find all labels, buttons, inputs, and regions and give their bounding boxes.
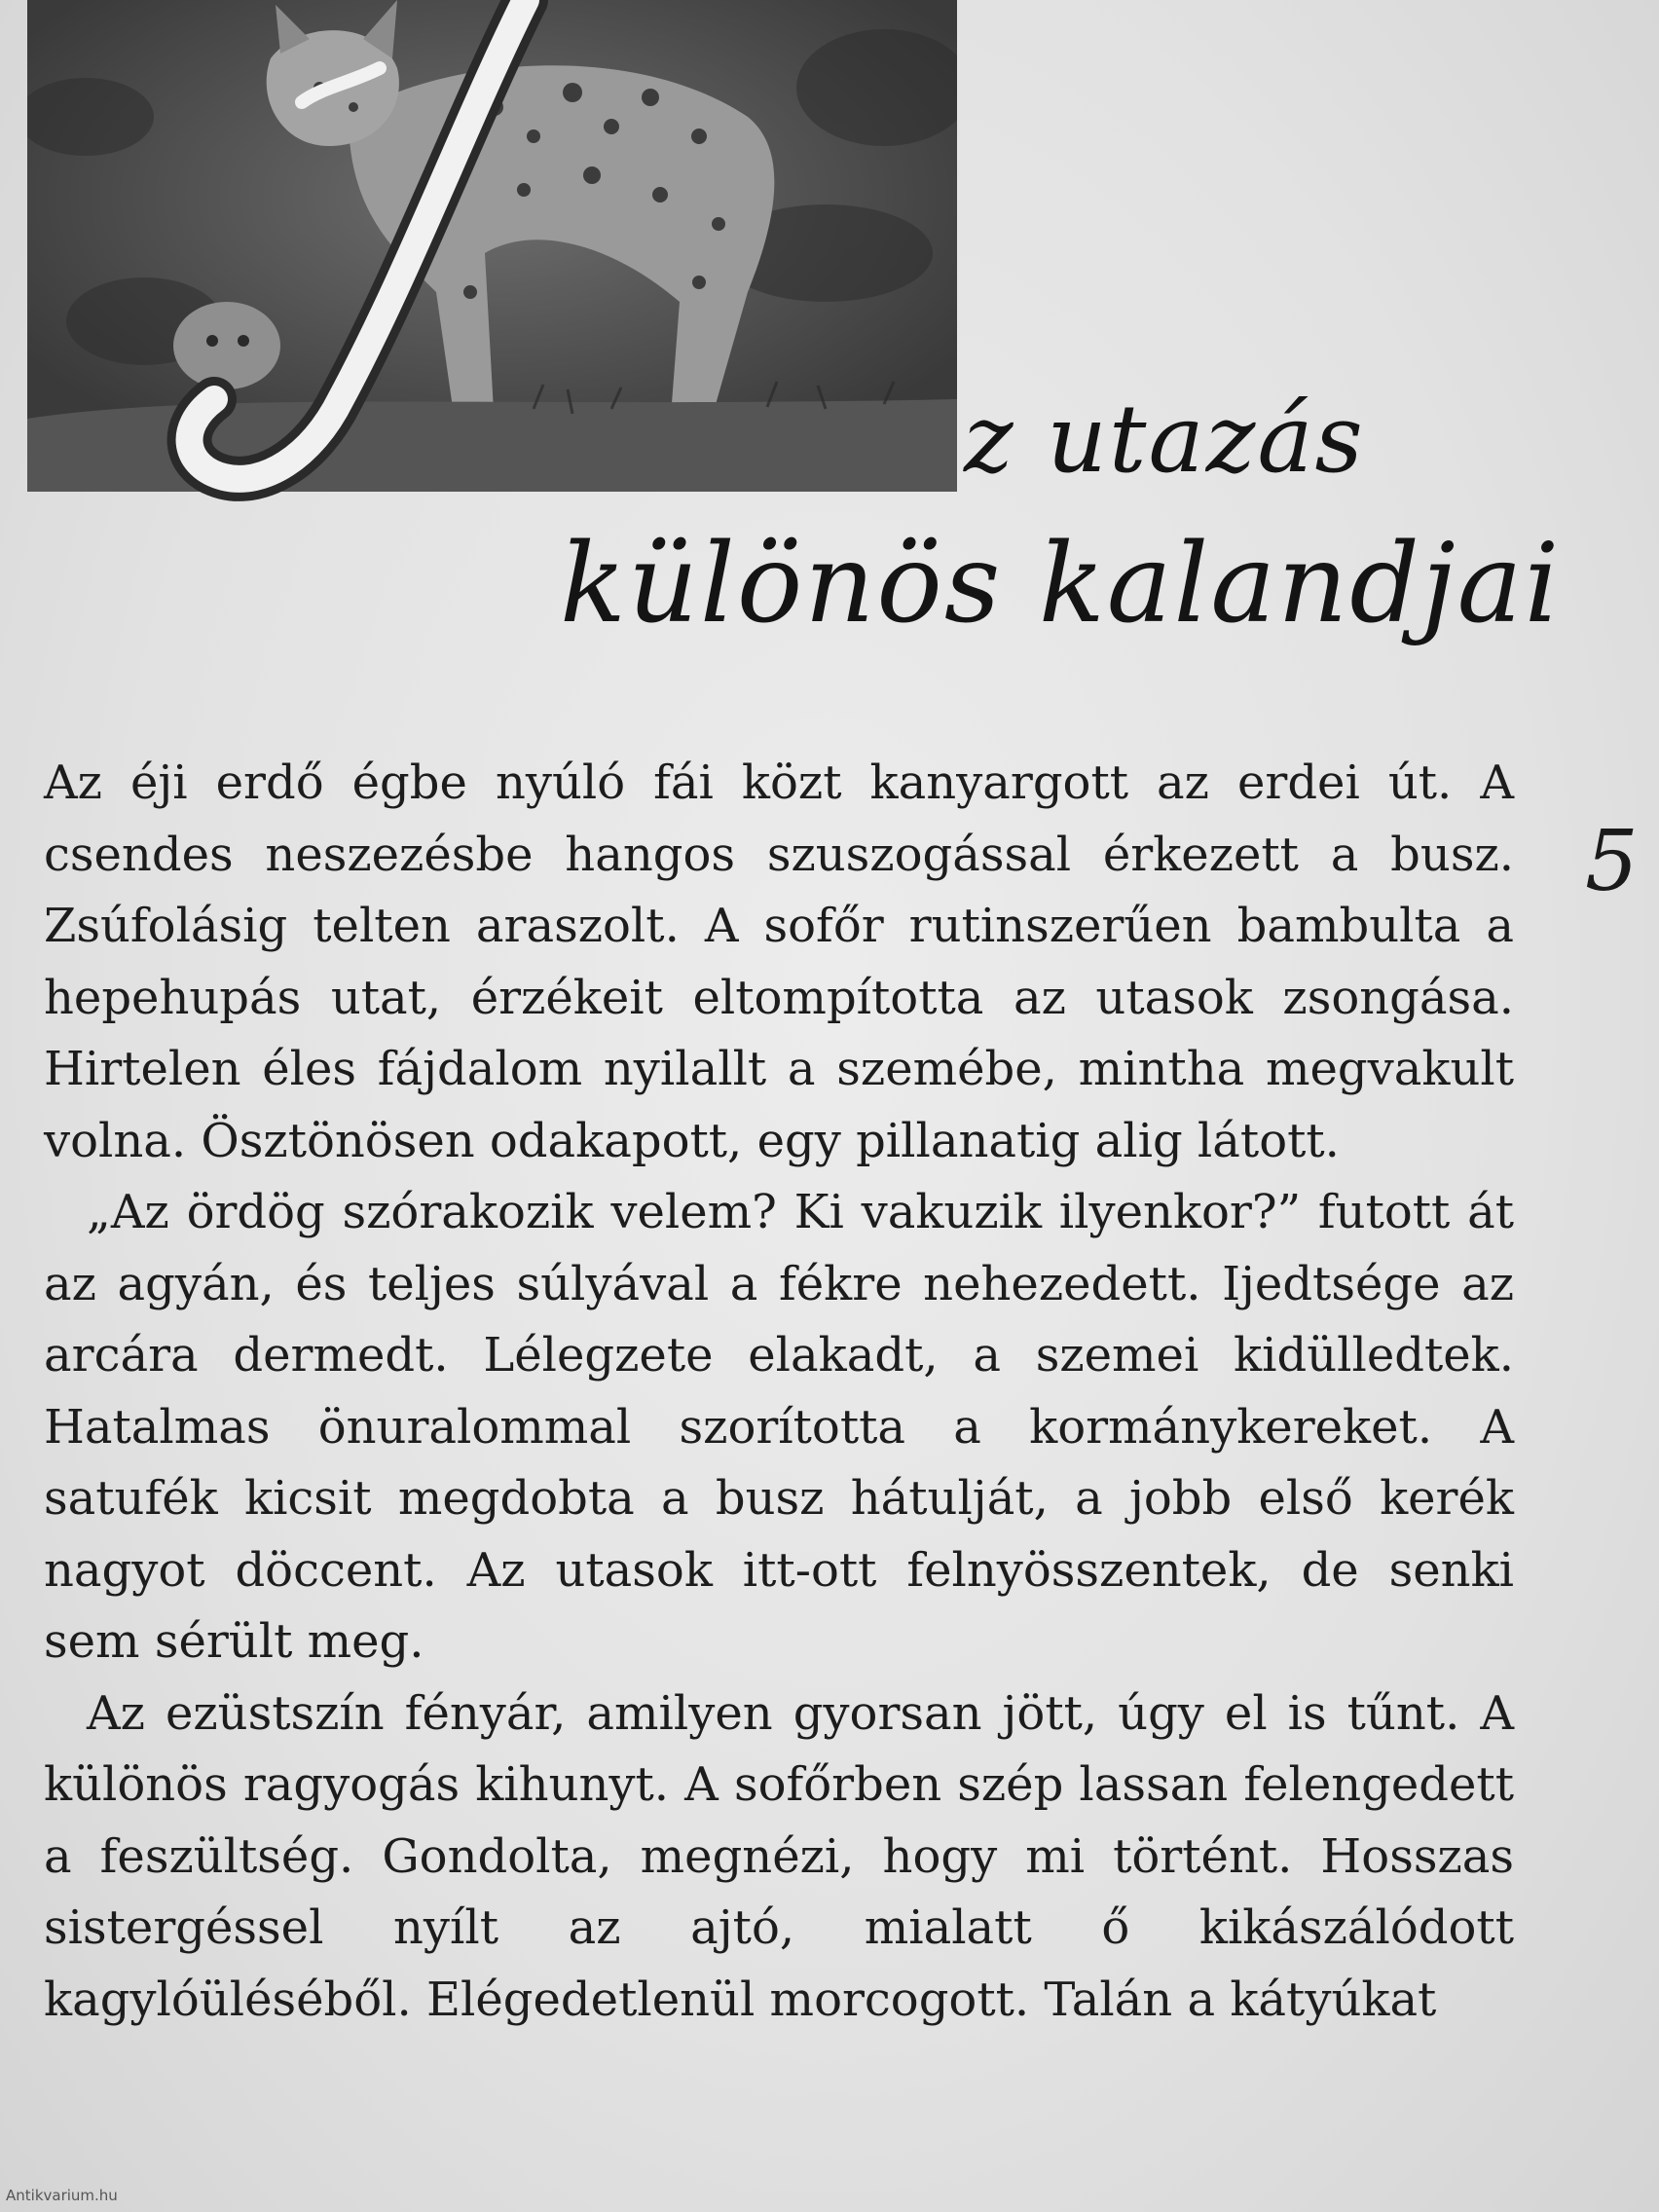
paragraph-2: „Az ördög szórakozik velem? Ki vakuzik ilyenkor?” futott át az agyán, és teljes súlyával a fékre nehezedett. Ijedtsége az arcára dermedt. Lélegzete elakadt, a szemei kidülledtek. Hatalmas önuralommal szorította a kormánykereket. A satufék kicsit megdobta a busz hátulját, a jobb első kerék nagyot döccent. Az utasok itt-ott felnyösszentek, de senki sem sérült meg. [44,1185,1514,1669]
drop-cap-letter-a [117,0,574,526]
chapter-title-line-2: különös kalandjai [560,521,1562,647]
page-number: 5 [1585,813,1639,910]
paragraph-3: Az ezüstszín fényár, amilyen gyorsan jött, úgy el is tűnt. A különös ragyogás kihunyt. A sofőrben szép lassan felengedett a feszültség. Gondolta, megnézi, hogy mi történt. Hosszas sistergéssel nyílt az ajtó, mialatt ő kikászálódott kagylóüléséből. Elégedetlenül morcogott. Talán a kátyúkat [44,1685,1514,2027]
chapter-title-line-1: z utazás [964,385,1365,494]
body-text [44,748,1514,2036]
watermark: Antikvarium.hu [6,2187,118,2204]
paragraph-1: Az éji erdő égbe nyúló fái közt kanyargott az erdei út. A csendes neszezésbe hangos szuszogással érkezett a busz. Zsúfolásig telten araszolt. A sofőr rutinszerűen bambulta a hepehupás utat, érzékeit eltompította az utasok zsongása. Hirtelen éles fájdalom nyilallt a szemébe, mintha megvakult volna. Ösztönösen odakapott, egy pillanatig alig látott. [44,756,1514,1168]
